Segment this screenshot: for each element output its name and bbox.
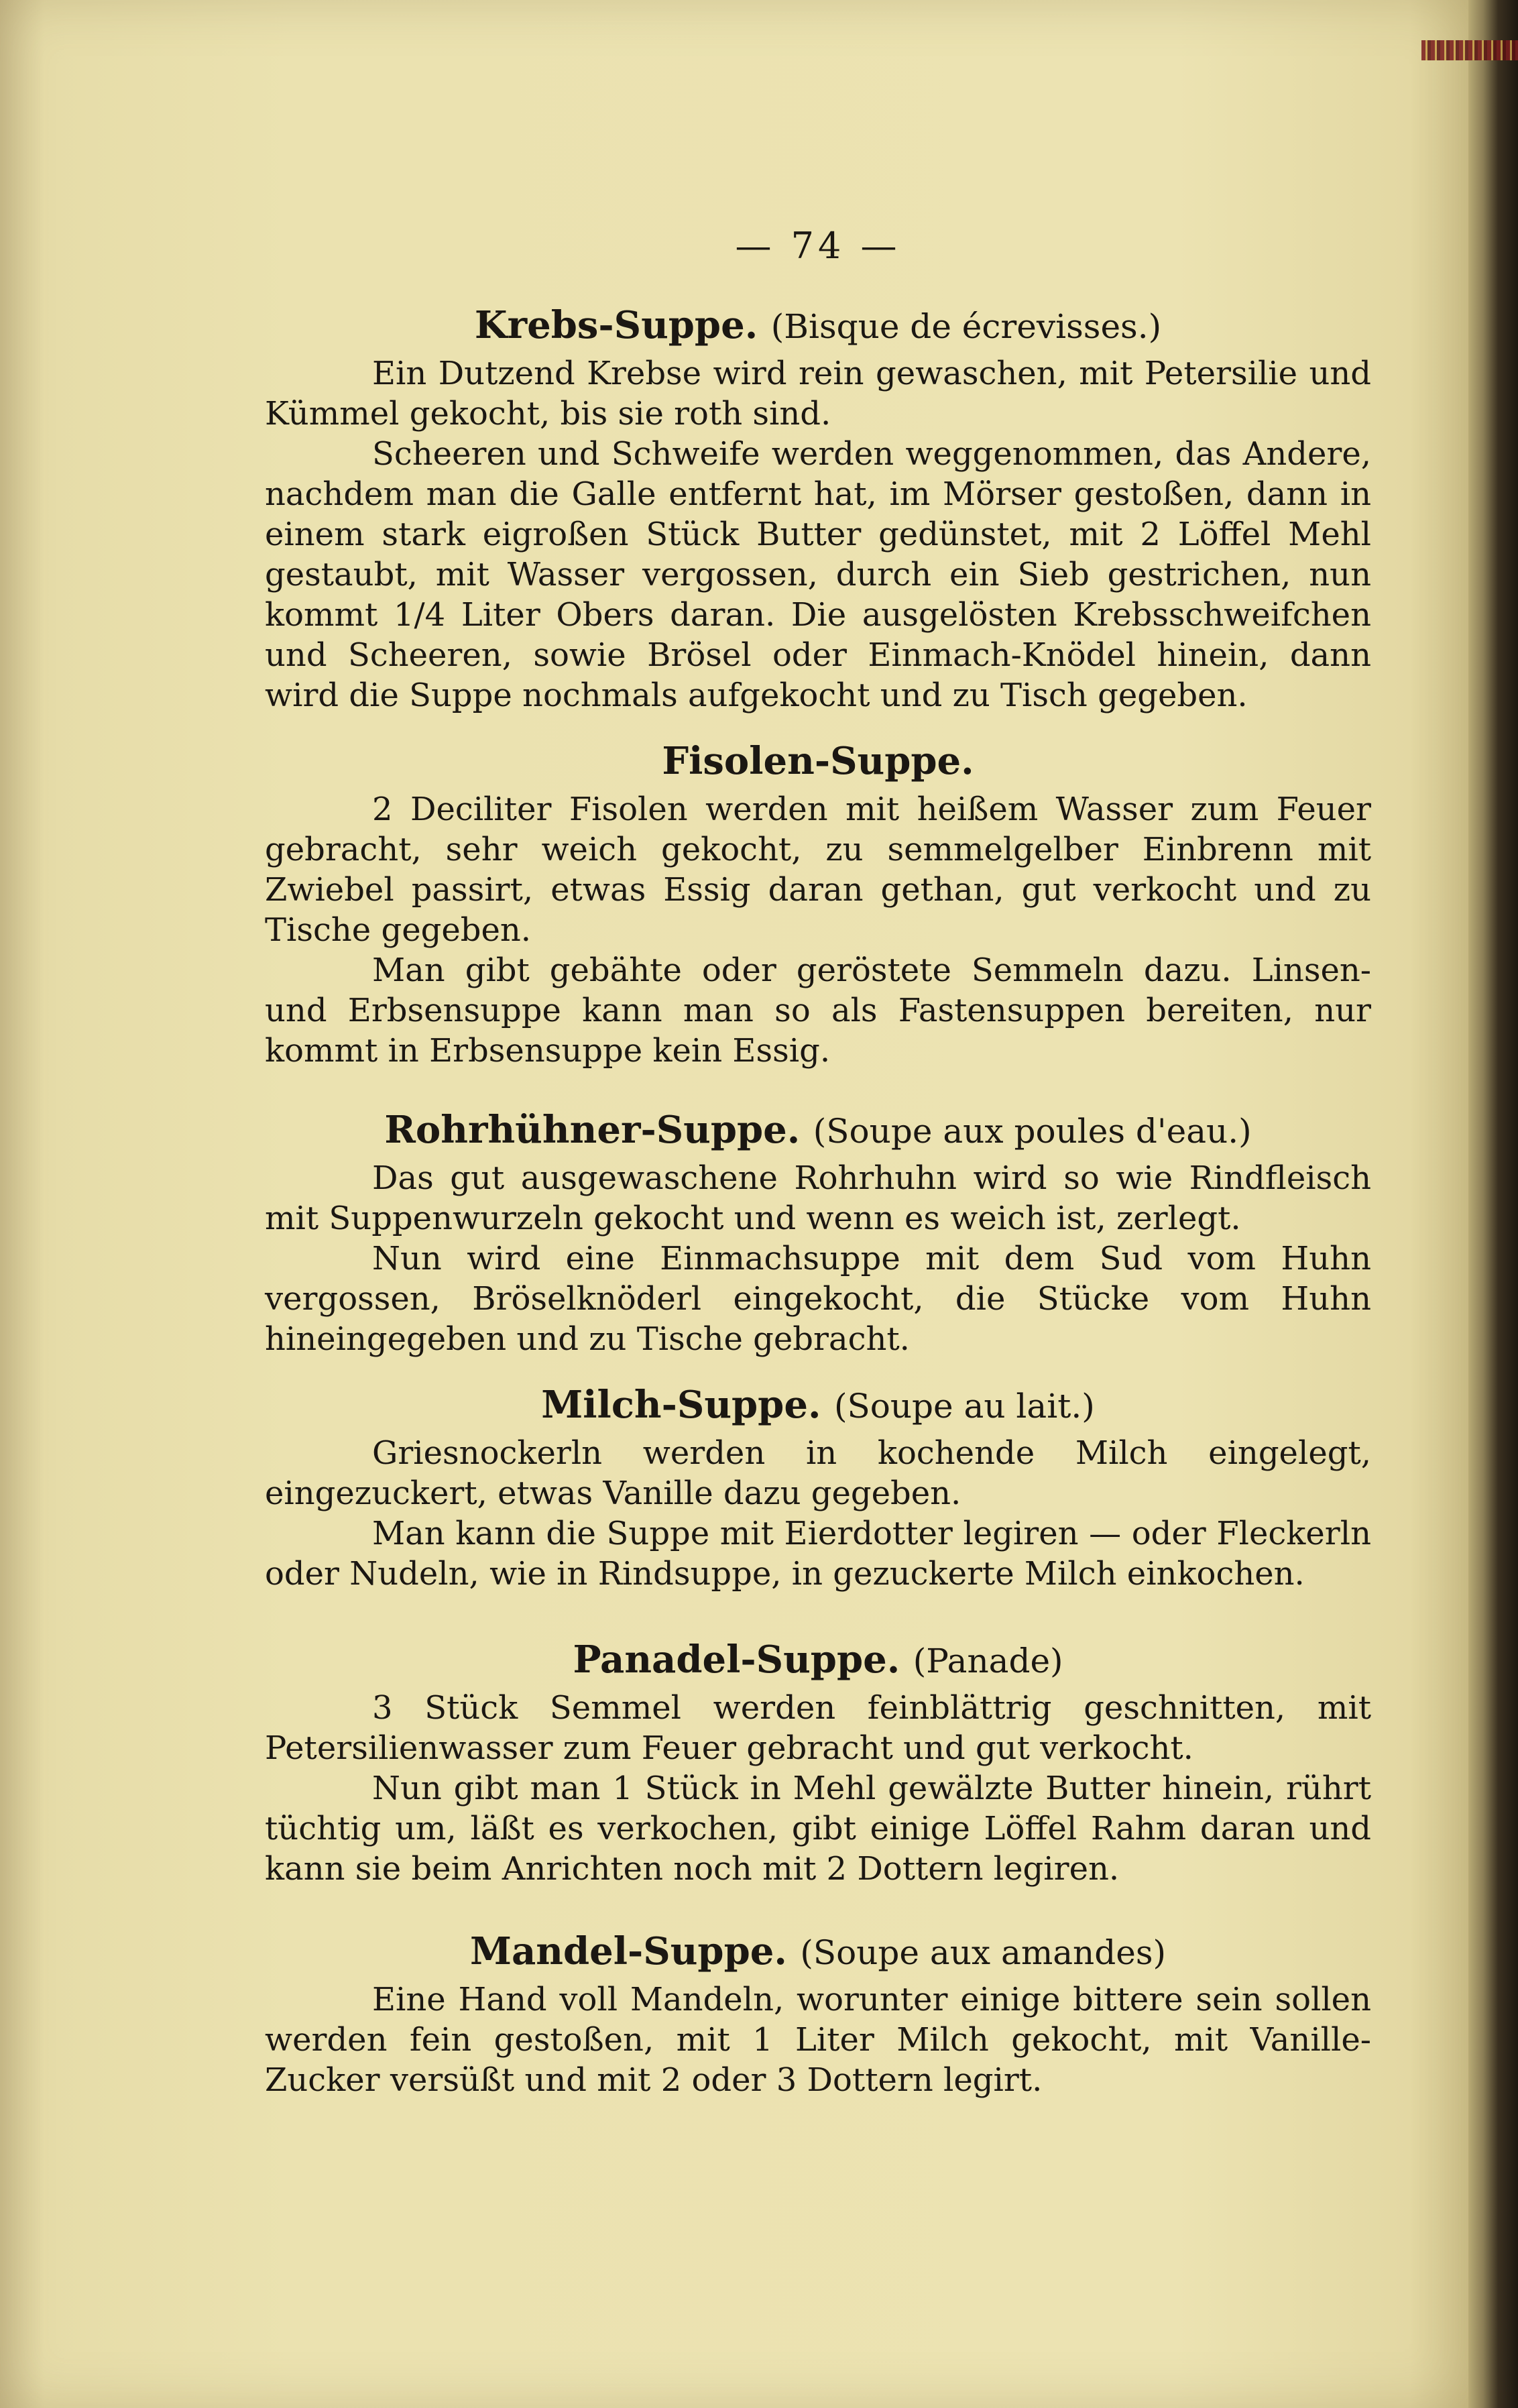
recipe-paragraph: 2 Deciliter Fisolen werden mit heißem Wasser zum Feuer gebracht, sehr weich gekocht, zu semmelgelber Einbrenn mit Zwiebel passirt, etwas Essig daran gethan, gut verkocht und zu Tische gegeben. bbox=[265, 790, 1371, 949]
recipe-subtitle: (Soupe au lait.) bbox=[833, 1387, 1095, 1426]
recipe-paragraph: Man gibt gebähte oder geröstete Semmeln dazu. Linsen- und Erbsensuppe kann man so als Fastensuppen bereiten, nur kommt in Erbsensuppe kein Essig. bbox=[265, 951, 1371, 1070]
recipe-title-text: Fisolen-Suppe. bbox=[662, 739, 974, 783]
recipe-title bbox=[265, 1385, 1371, 1426]
recipe-krebs-suppe bbox=[265, 305, 1371, 715]
recipe-paragraph: Nun gibt man 1 Stück in Mehl gewälzte Butter hinein, rührt tüchtig um, läßt es verkochen, gibt einige Löffel Rahm daran und kann sie beim Anrichten noch mit 2 Dottern legiren. bbox=[265, 1769, 1371, 1888]
page-number: — 74 — bbox=[735, 225, 901, 267]
recipe-paragraph: Das gut ausgewaschene Rohrhuhn wird so wie Rindfleisch mit Suppenwurzeln gekocht und wenn es weich ist, zerlegt. bbox=[265, 1159, 1371, 1237]
recipe-title-text: Milch-Suppe. bbox=[541, 1383, 821, 1427]
recipe-title bbox=[265, 1640, 1371, 1681]
recipe-panadel-suppe bbox=[265, 1640, 1371, 1889]
recipe-title-text: Rohrhühner-Suppe. bbox=[384, 1108, 801, 1152]
recipe-milch-suppe bbox=[265, 1385, 1371, 1594]
recipe-subtitle: (Bisque de écrevisses.) bbox=[770, 307, 1162, 346]
recipe-title-text: Panadel-Suppe. bbox=[573, 1638, 900, 1682]
recipe-rohrhuehner-suppe bbox=[265, 1110, 1371, 1359]
recipe-mandel-suppe bbox=[265, 1931, 1371, 2100]
recipe-paragraph: 3 Stück Semmel werden feinblättrig geschnitten, mit Petersilienwasser zum Feuer gebracht und gut verkocht. bbox=[265, 1688, 1371, 1767]
recipe-fisolen-suppe bbox=[265, 741, 1371, 1071]
book-spine-edge bbox=[1468, 0, 1518, 2408]
recipe-paragraph: Eine Hand voll Mandeln, worunter einige bittere sein sollen werden fein gestoßen, mit 1 Liter Milch gekocht, mit Vanille-Zucker versüßt und mit 2 oder 3 Dottern legirt. bbox=[265, 1980, 1371, 2099]
recipe-subtitle: (Panade) bbox=[913, 1642, 1063, 1680]
recipe-subtitle: (Soupe aux poules d'eau.) bbox=[813, 1112, 1252, 1151]
recipe-paragraph: Ein Dutzend Krebse wird rein gewaschen, mit Petersilie und Kümmel gekocht, bis sie roth sind. bbox=[265, 354, 1371, 433]
recipe-title bbox=[265, 1931, 1371, 1973]
recipe-title bbox=[265, 1110, 1371, 1151]
recipe-title-text: Krebs-Suppe. bbox=[474, 303, 758, 347]
recipe-paragraph: Griesnockerln werden in kochende Milch eingelegt, eingezuckert, etwas Vanille dazu gegeben. bbox=[265, 1434, 1371, 1512]
recipe-paragraph: Scheeren und Schweife werden weggenommen, das Andere, nachdem man die Galle entfernt hat, im Mörser gestoßen, dann in einem stark eigroßen Stück Butter gedünstet, mit 2 Löffel Mehl gestaubt, mit Wasser vergossen, durch ein Sieb gestrichen, nun kommt 1/4 Liter Obers daran. Die ausgelösten Krebsschweifchen und Scheeren, sowie Brösel oder Einmach-Knödel hinein, dann wird die Suppe nochmals aufgekocht und zu Tisch gegeben. bbox=[265, 435, 1371, 714]
recipe-paragraph: Nun wird eine Einmachsuppe mit dem Sud vom Huhn vergossen, Bröselknöderl eingekocht, die Stücke vom Huhn hineingegeben und zu Tische gebracht. bbox=[265, 1239, 1371, 1358]
recipe-title bbox=[265, 741, 1371, 783]
recipe-subtitle: (Soupe aux amandes) bbox=[800, 1933, 1167, 1972]
recipe-paragraph: Man kann die Suppe mit Eierdotter legiren — oder Fleckerln oder Nudeln, wie in Rindsuppe, in gezuckerte Milch einkochen. bbox=[265, 1514, 1371, 1593]
recipe-title bbox=[265, 305, 1371, 347]
recipe-title-text: Mandel-Suppe. bbox=[469, 1929, 787, 1973]
spine-ribbon bbox=[1421, 40, 1518, 60]
